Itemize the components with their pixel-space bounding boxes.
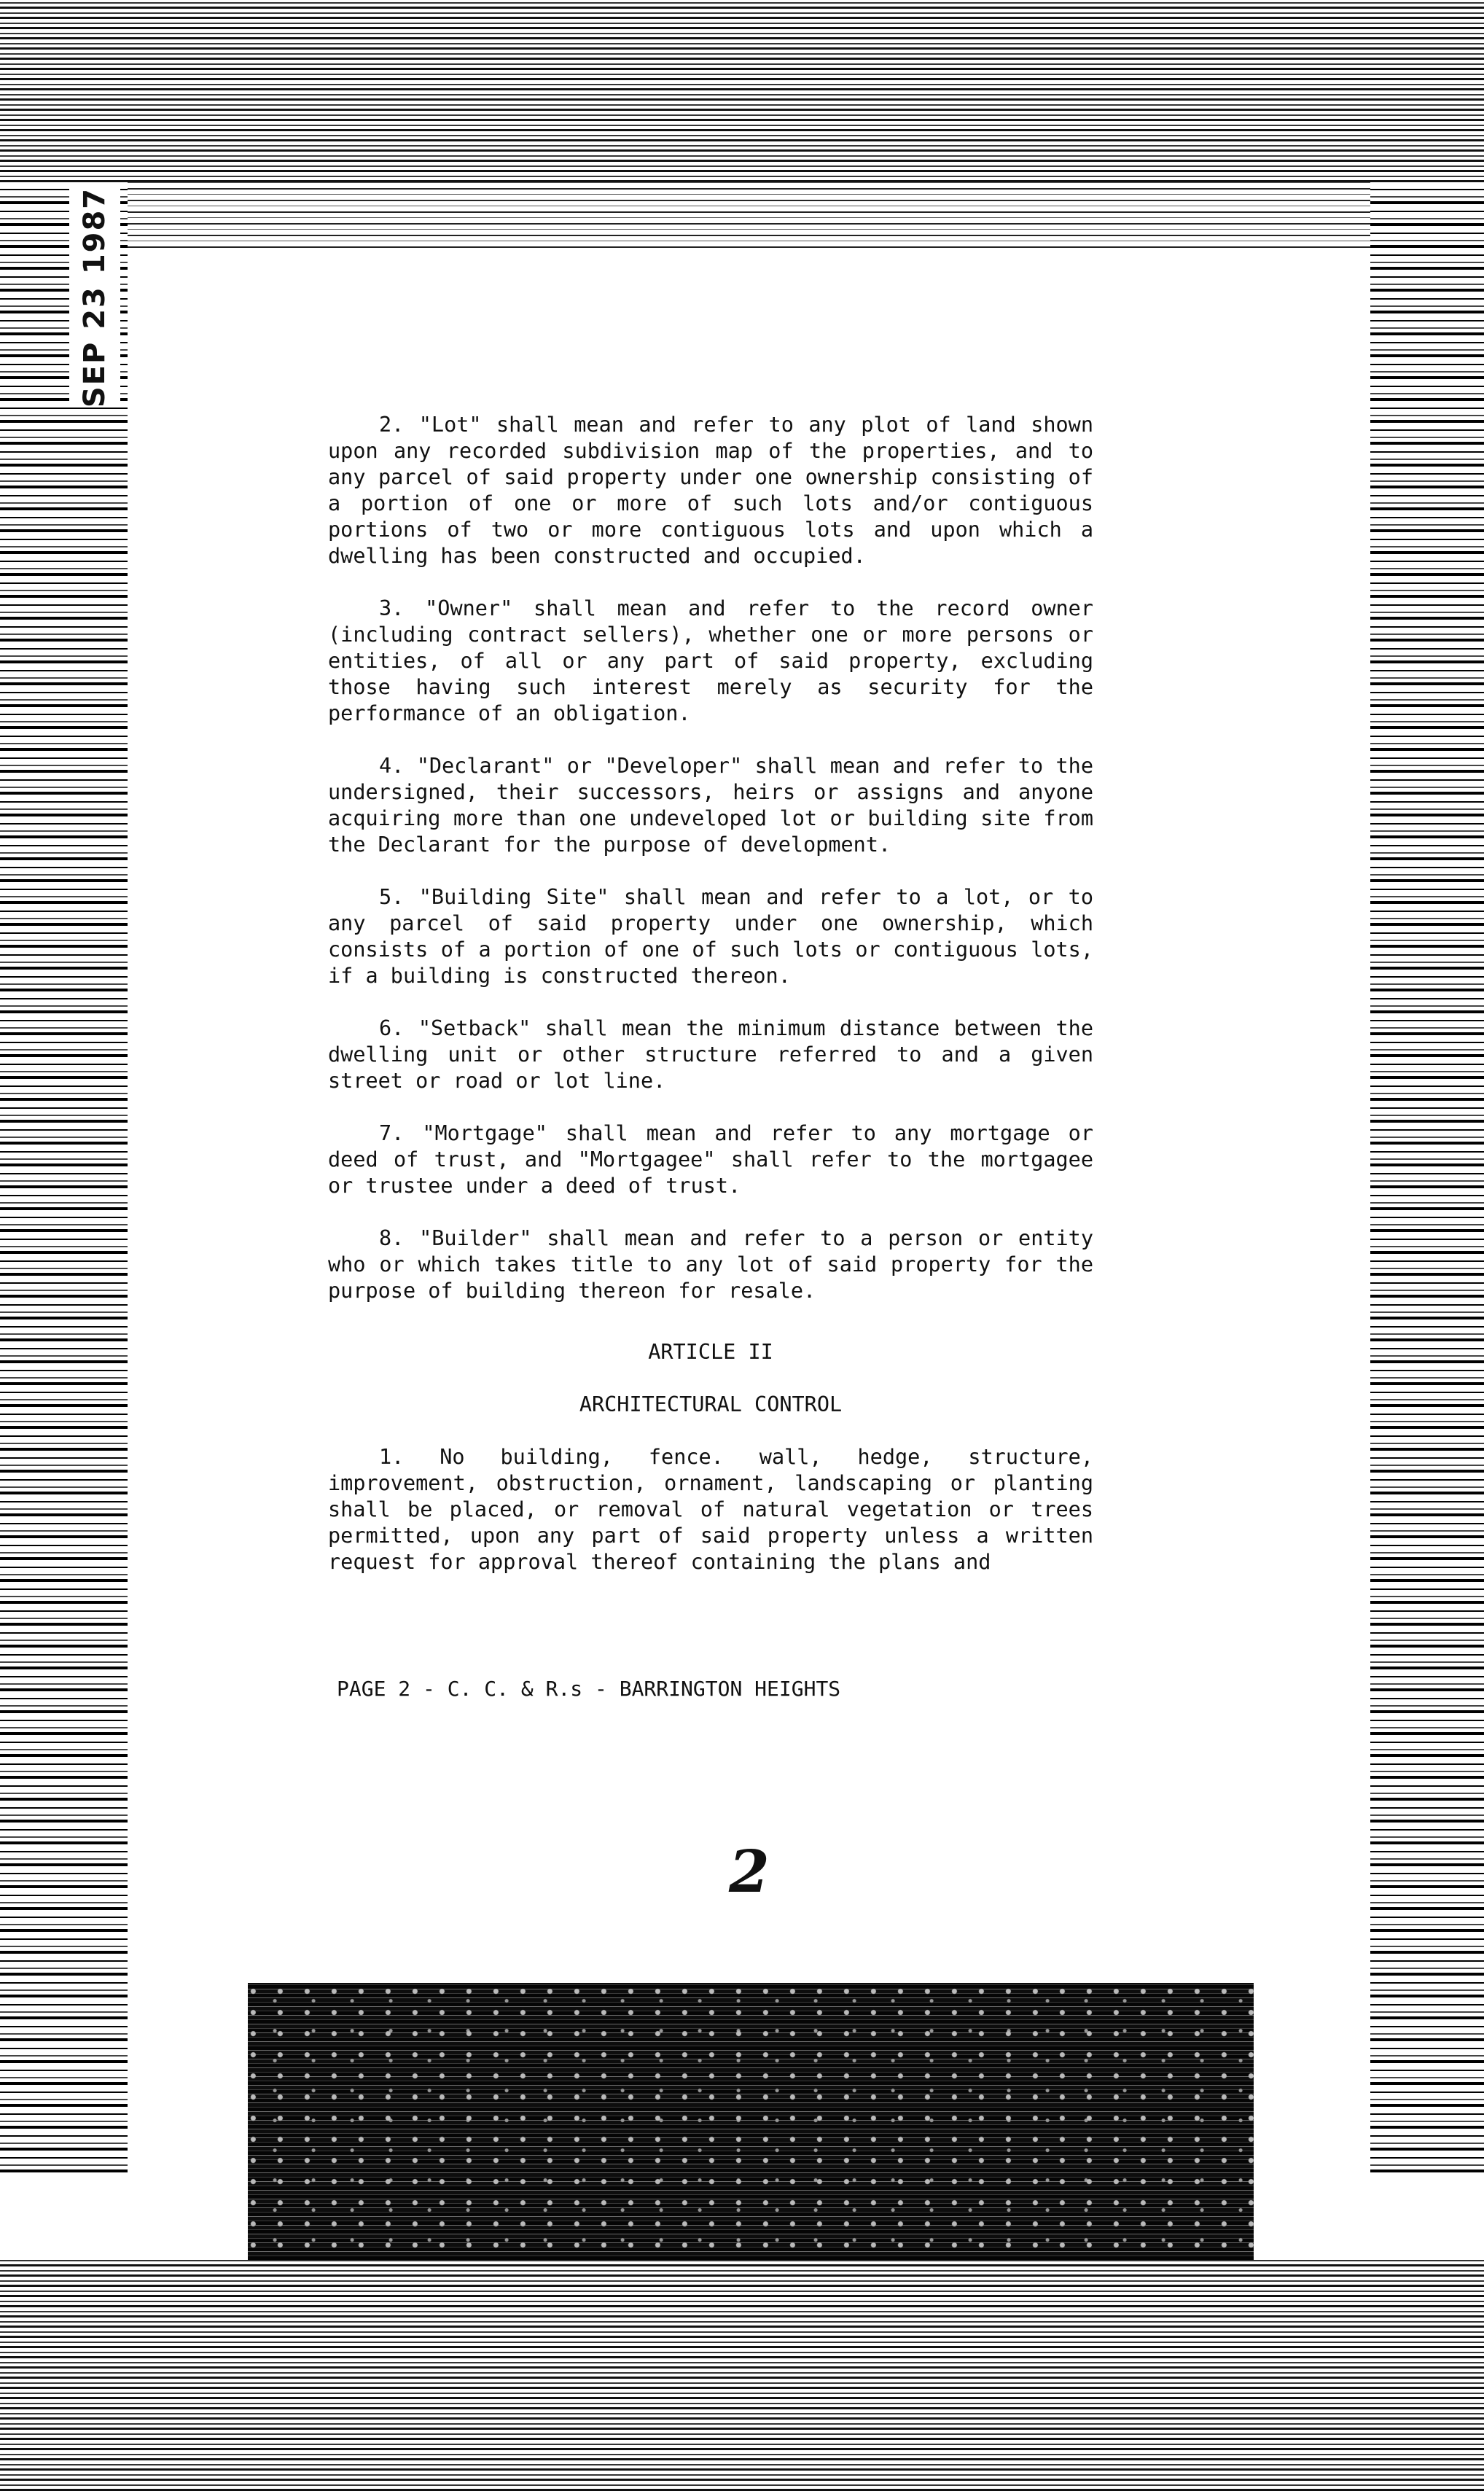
definition-paragraph-lot: 2. "Lot" shall mean and refer to any plot of land shown upon any recorded subdivision map of the properties, and to any parcel of said property under one ownership consisting of a portion of one or more of such lots and/or contiguous portions of two or more contiguous lots and upon which a dwelling has been constructed and occupied. [328, 413, 1093, 568]
date-stamp-text: SEP 23 1987 [78, 187, 112, 408]
scan-noise-left [0, 182, 128, 2172]
scan-noise-top [0, 0, 1484, 182]
article-paragraph: 1. No building, fence. wall, hedge, structure, improvement, obstruction, ornament, landscaping or planting shall be placed, or removal of natural vegetation or trees permitted, upon any part of said property unless a written request for approval thereof containing the plans and [328, 1445, 1093, 1574]
article-title: ARCHITECTURAL CONTROL [579, 1392, 843, 1416]
document-body [328, 412, 1093, 1602]
handwritten-page-number: 2 [729, 1837, 770, 1906]
scan-noise-right [1370, 182, 1484, 2172]
page-footer: PAGE 2 - C. C. & R.s - BARRINGTON HEIGHTS [337, 1677, 841, 1701]
definition-paragraph-declarant: 4. "Declarant" or "Developer" shall mean and refer to the undersigned, their successors, heirs or assigns and anyone acquiring more than one undeveloped lot or building site from the Declarant for the purpose of development. [328, 754, 1093, 857]
date-stamp [69, 188, 120, 407]
definition-paragraph-mortgage: 7. "Mortgage" shall mean and refer to any mortgage or deed of trust, and "Mortgagee" shall refer to the mortgagee or trustee under a deed of trust. [328, 1121, 1093, 1198]
article-number: ARTICLE II [648, 1340, 773, 1364]
definition-paragraph-builder: 8. "Builder" shall mean and refer to a person or entity who or which takes title to any lot of said property for the purpose of building thereon for resale. [328, 1226, 1093, 1303]
definition-paragraph-setback: 6. "Setback" shall mean the minimum distance between the dwelling unit or other structure referred to and a given street or road or lot line. [328, 1016, 1093, 1093]
scan-noise-bottom-dark [248, 1983, 1254, 2260]
scan-noise-bottom [0, 2260, 1484, 2491]
definition-paragraph-building-site: 5. "Building Site" shall mean and refer to a lot, or to any parcel of said property under one ownership, which consists of a portion of one of such lots or contiguous lots, if a building is constructed thereon. [328, 885, 1093, 988]
definition-paragraph-owner: 3. "Owner" shall mean and refer to the record owner (including contract sellers), whether one or more persons or entities, of all or any part of said property, excluding those having such interest merely as security for the performance of an obligation. [328, 596, 1093, 725]
scan-noise-top-gray [102, 182, 1392, 248]
